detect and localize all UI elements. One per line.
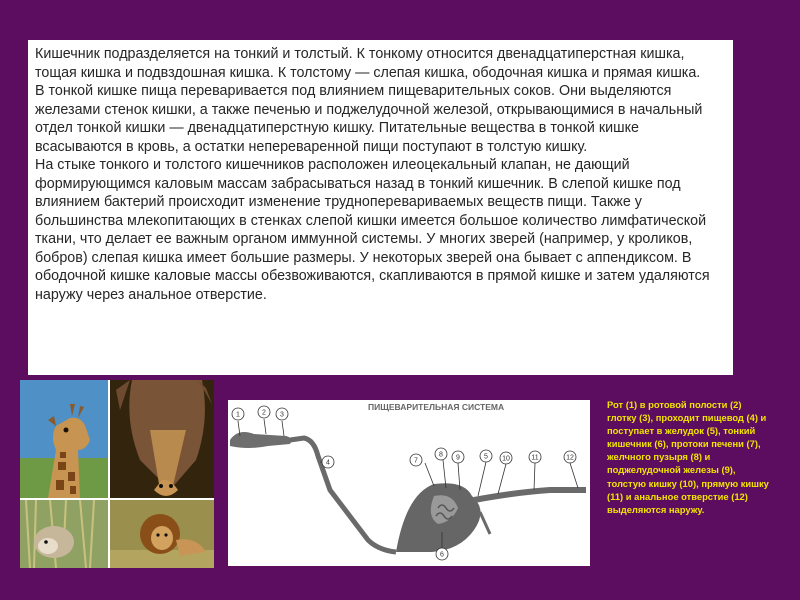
- animal-photo-collage: [20, 380, 214, 568]
- diagram-label-4: 4: [326, 459, 330, 467]
- giraffe-photo: [20, 380, 108, 498]
- diagram-label-11: 11: [531, 454, 539, 462]
- diagram-label-6: 6: [440, 551, 444, 559]
- diagram-label-3: 3: [280, 411, 284, 419]
- diagram-label-5: 5: [484, 453, 488, 461]
- article-text-box: [28, 40, 733, 375]
- diagram-label-10: 10: [502, 455, 510, 463]
- hedgehog-photo: [20, 500, 108, 568]
- diagram-label-8: 8: [439, 451, 443, 459]
- diagram-label-9: 9: [456, 454, 460, 462]
- paragraph-intestine-divisions: Кишечник подразделяется на тонкий и толстый. К тонкому относится двенадцатиперстная кишка, тощая кишка и подвздошная кишка. К толстому — слепая кишка, ободочная кишка и прямая кишка.: [35, 46, 701, 81]
- paragraph-ileocecal-valve: На стыке тонкого и толстого кишечников расположен илеоцекальный клапан, не дающий формирующимся каловым массам забрасываться назад в тонкий кишечник. В слепой кишке под влиянием бактерий происходит изменение трудноперевариваемых веществ пищи. Также у большинства млекопитающих в стенках слепой кишки имеется большое количество лимфатической ткани, что делает ее важным органом иммунной системы. У многих зверей (например, у кроликов, бобров) слепая кишка имеет большие размеры. У некоторых зверей она бывает с аппендиксом. В ободочной кишке каловые массы обезвоживаются, скапливаются в прямой кишке и затем удаляются наружу через анальное отверстие.: [35, 157, 710, 303]
- diagram-label-7: 7: [414, 457, 418, 465]
- digestive-path-legend: Рот (1) в ротовой полости (2) глотку (3), проходит пищевод (4) и поступает в желудок (5), тонкий кишечник (6), протоки печени (7), желчного пузыря (8) и поджелудочной железы (9), толстую кишку (10), прямую кишку (11) и анальное отверстие (12) выделяются наружу.: [607, 399, 769, 515]
- diagram-label-2: 2: [262, 409, 266, 417]
- diagram-label-12: 12: [566, 454, 574, 462]
- diagram-label-1: 1: [236, 411, 240, 419]
- digestive-system-diagram: [228, 400, 590, 566]
- paragraph-small-intestine: В тонкой кишке пища переваривается под влиянием пищеварительных соков. Они выделяются железами стенок кишки, а также печенью и поджелудочной железой, открывающимися в начальный отдел тонкой кишки — двенадцатиперстную кишку. Питательные вещества в тонкой кишке всасываются в кровь, а остатки непереваренной пищи поступают в толстую кишку.: [35, 83, 703, 155]
- lion-photo: [110, 500, 214, 568]
- bat-photo: [110, 380, 214, 498]
- diagram-title: ПИЩЕВАРИТЕЛЬНАЯ СИСТЕМА: [368, 402, 505, 412]
